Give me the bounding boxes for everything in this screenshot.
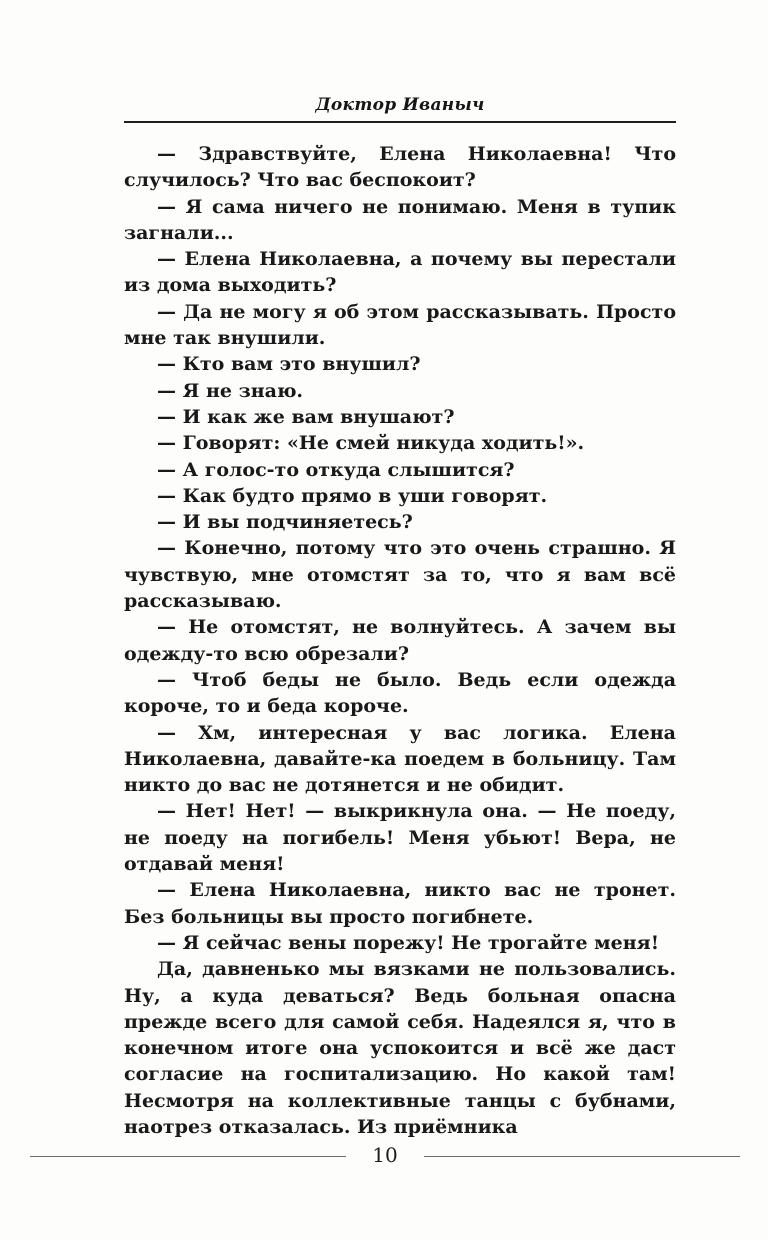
page-text xyxy=(124,141,676,1140)
page-footer xyxy=(30,1142,740,1170)
paragraph: — Не отомстят, не волнуйтесь. А зачем вы одежду-то всю обрезали? xyxy=(124,616,676,665)
paragraph: — Елена Николаевна, а почему вы перестали из дома выходить? xyxy=(124,248,676,297)
paragraph: — Кто вам это внушил? xyxy=(157,353,421,376)
page-number: 10 xyxy=(372,1143,398,1167)
paragraph: — Здравствуйте, Елена Николаевна! Что случилось? Что вас беспокоит? xyxy=(124,143,676,192)
paragraph: — Хм, интересная у вас логика. Елена Николаевна, давайте-ка поедем в больницу. Там никто до вас не дотянется и не обидит. xyxy=(124,721,676,797)
paragraph: — Говорят: «Не смей никуда ходить!». xyxy=(157,432,585,455)
paragraph: — Я не знаю. xyxy=(157,379,304,402)
paragraph: — Да не могу я об этом рассказывать. Просто мне так внушили. xyxy=(124,300,676,350)
paragraph: — Конечно, потому что это очень страшно. Я чувствую, мне отомстят за то, что я вам всё рассказываю. xyxy=(124,537,676,613)
running-header-title: Доктор Иваныч xyxy=(315,95,485,115)
header-rule xyxy=(124,121,676,123)
paragraph: Да, давненько мы вязками не пользовались. Ну, а куда деваться? Ведь больная опасна прежде всего для самой себя. Надеялся я, что в конечном итоге она успокоится и всё же даст согласие на госпитализацию. Но какой там! Несмотря на коллективные танцы с бубнами, наотрез отказалась. Из приёмника xyxy=(124,958,676,1138)
paragraph: — А голос-то откуда слышится? xyxy=(157,458,515,481)
paragraph: — Елена Николаевна, никто вас не тронет. Без больницы вы просто погибнете. xyxy=(124,879,676,928)
paragraph: — И вы подчиняетесь? xyxy=(157,511,413,534)
paragraph: — Чтоб беды не было. Ведь если одежда короче, то и беда короче. xyxy=(124,668,676,718)
paragraph: — Как будто прямо в уши говорят. xyxy=(157,484,548,507)
footer-rule-left xyxy=(30,1156,346,1157)
footer-rule-right xyxy=(424,1156,740,1157)
paragraph: — И как же вам внушают? xyxy=(157,405,455,428)
paragraph: — Я сейчас вены порежу! Не трогайте меня! xyxy=(157,931,660,954)
paragraph: — Я сама ничего не понимаю. Меня в тупик загнали... xyxy=(124,195,676,244)
paragraph: — Нет! Нет! — выкрикнула она. — Не поеду, не поеду на погибель! Меня убьют! Вера, не отдавай меня! xyxy=(124,800,676,876)
